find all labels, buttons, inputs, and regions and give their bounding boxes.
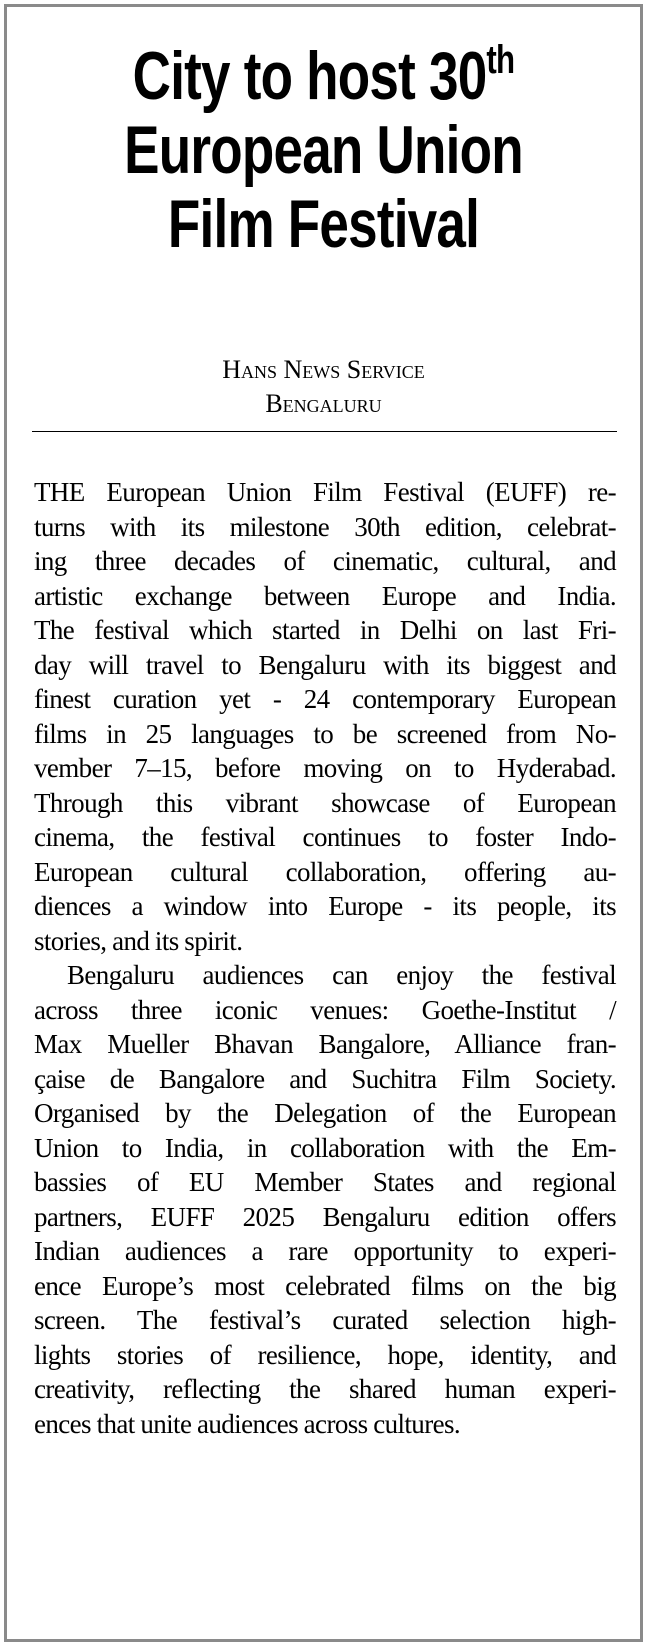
paragraph-line: Max Mueller Bhavan Bangalore, Alliance fran-	[34, 1029, 616, 1059]
headline-line-1	[84, 39, 562, 113]
headline-line-3: Film Festival	[167, 186, 480, 262]
paragraph-line: Organised by the Delegation of the European	[34, 1098, 616, 1128]
paragraph-line: lights stories of resilience, hope, identity, and	[34, 1339, 616, 1370]
paragraph-line: THE European Union Film Festival (EUFF) re-	[34, 477, 616, 507]
paragraph-line: ing three decades of cinematic, cultural, and	[34, 546, 616, 576]
paragraph-line: screen. The festival’s curated selection high-	[34, 1305, 616, 1335]
paragraph-line: artistic exchange between Europe and India.	[34, 580, 616, 611]
article-frame	[4, 4, 643, 1642]
headline-line-2: European Union	[124, 112, 523, 188]
byline-divider	[32, 431, 617, 432]
paragraph-line: European cultural collaboration, offering au-	[34, 856, 616, 887]
paragraph-line: partners, EUFF 2025 Bengaluru edition offers	[34, 1201, 616, 1232]
paragraph-line: Bengaluru audiences can enjoy the festival	[67, 960, 616, 990]
paragraph-line: stories, and its spirit.	[34, 925, 243, 956]
paragraph-line: çaise de Bangalore and Suchitra Film Society.	[34, 1063, 616, 1094]
paragraph-line: Indian audiences a rare opportunity to experi-	[34, 1236, 616, 1266]
article-headline	[84, 39, 562, 261]
article-body	[34, 475, 616, 1441]
paragraph-2	[34, 958, 616, 1441]
paragraph-line: vember 7–15, before moving on to Hyderabad.	[34, 753, 616, 783]
article-byline	[17, 353, 630, 421]
paragraph-line: cinema, the festival continues to foster Indo-	[34, 822, 616, 852]
paragraph-line: The festival which started in Delhi on last Fri-	[34, 615, 616, 645]
headline-line-1-text: City to host 30	[132, 38, 487, 114]
paragraph-line: films in 25 languages to be screened from No-	[34, 718, 616, 749]
paragraph-line: day will travel to Bengaluru with its biggest and	[34, 649, 616, 680]
paragraph-line: creativity, reflecting the shared human experi-	[34, 1374, 616, 1404]
byline-location: Bengaluru	[265, 389, 382, 418]
byline-service: Hans News Service	[222, 355, 425, 384]
paragraph-line: turns with its milestone 30th edition, celebrat-	[34, 511, 616, 542]
paragraph-line: Through this vibrant showcase of European	[34, 787, 616, 818]
headline-superscript: th	[486, 38, 515, 82]
paragraph-line: bassies of EU Member States and regional	[34, 1167, 616, 1197]
paragraph-line: ences that unite audiences across cultures.	[34, 1408, 461, 1439]
paragraph-line: Union to India, in collaboration with the Em-	[34, 1132, 616, 1163]
paragraph-line: finest curation yet - 24 contemporary European	[34, 684, 616, 714]
paragraph-line: across three iconic venues: Goethe-Institut /	[34, 994, 616, 1025]
paragraph-1	[34, 475, 616, 958]
paragraph-line: ence Europe’s most celebrated films on the big	[34, 1270, 616, 1301]
paragraph-line: diences a window into Europe - its people, its	[34, 891, 616, 921]
